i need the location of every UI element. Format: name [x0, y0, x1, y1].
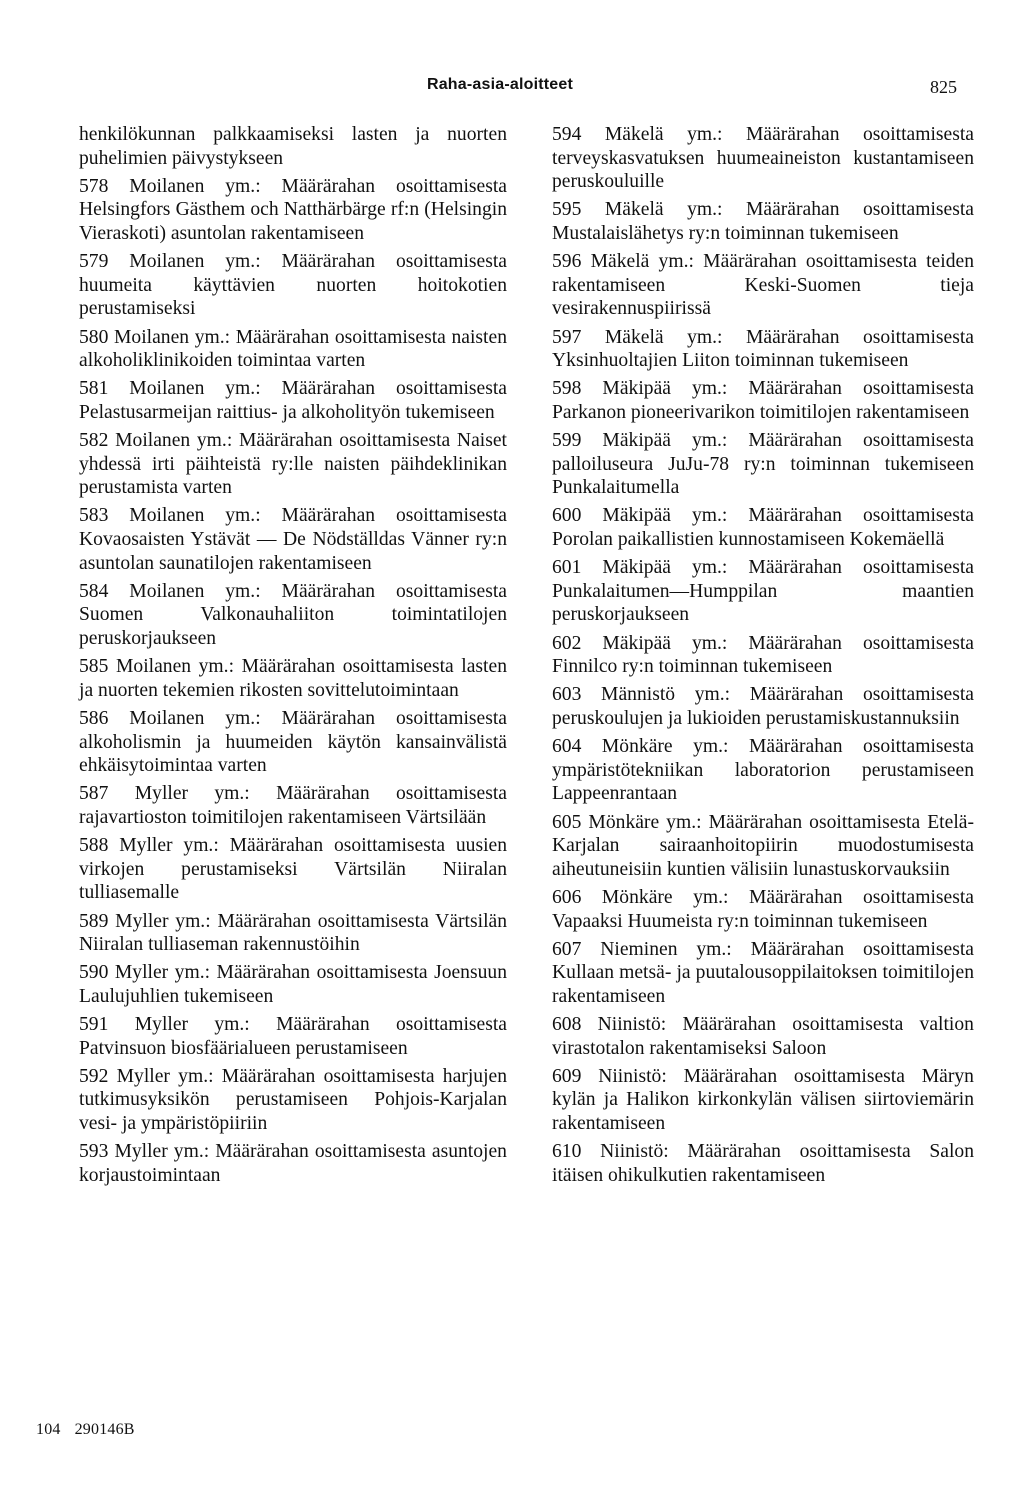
sheet-number: 104 [36, 1421, 61, 1438]
entry-text: Määrärahan osoittamisesta Märyn kylän ja Halikon kirkonkylän välisen siirtoviemärin rakentamiseen [552, 1065, 974, 1135]
entry-text: Määrärahan osoittamisesta palloiluseura JuJu-78 ry:n toiminnan tukemiseen Punkalaitumella [552, 430, 974, 499]
entry [552, 326, 974, 373]
entry-number: 592 [79, 1065, 109, 1087]
entry-author: Mönkäre ym.: [601, 886, 729, 908]
entry [79, 175, 507, 246]
entry-number: 598 [552, 378, 582, 400]
right-entry-list [552, 123, 974, 1187]
page-number: 825 [930, 77, 957, 97]
entry [552, 938, 974, 1009]
page-header [0, 76, 1024, 106]
entry-author: Mäkelä ym.: [604, 199, 723, 221]
entry-text: Määrärahan osoittamisesta rajavartioston toimitilojen rakentamiseen Värtsilään [79, 783, 507, 828]
entry-author: Mäkelä ym.: [604, 124, 723, 145]
footer [36, 1421, 149, 1439]
entry-number: 585 [79, 656, 109, 678]
entry-text: Määrärahan osoittamisesta teiden rakentamiseen Keski-Suomen tieja vesirakennuspiirissä [552, 251, 974, 320]
entry-text: Määrärahan osoittamisesta Pelastusarmeijan raittius- ja alkoholityön tukemiseen [79, 378, 508, 423]
entry-author: Niinistö: [597, 1014, 667, 1036]
entry-number: 603 [552, 684, 582, 706]
entry-author: Moilanen ym.: [129, 708, 261, 729]
entry-author: Myller ym.: [114, 1141, 210, 1163]
entry-text: Määrärahan osoittamisesta Naiset yhdessä irti päihteistä ry:lle naisten päihdeklinikan perustamista varten [79, 430, 507, 499]
entry [79, 429, 507, 500]
entry-number: 581 [79, 378, 109, 400]
entry-text: Määrärahan osoittamisesta valtion virastotalon rakentamiseksi Saloon [552, 1014, 974, 1059]
entry-number: 579 [79, 251, 109, 273]
entry [552, 683, 974, 730]
entry-number: 580 [79, 326, 109, 348]
entry [79, 655, 507, 702]
entry-author: Moilanen ym.: [129, 175, 261, 197]
entry-text: Määrärahan osoittamisesta alkoholismin ja huumeiden käytön kansainvälistä ehkäisytoimintaa varten [79, 708, 508, 777]
entry-author: Myller ym.: [134, 1014, 250, 1036]
entry [552, 811, 974, 882]
entry-author: Moilanen ym.: [129, 580, 261, 602]
entry [552, 556, 974, 627]
entry-text: Määrärahan osoittamisesta Yksinhuoltajien Liiton toiminnan tukemiseen [552, 326, 975, 372]
entry [552, 886, 974, 933]
entry-number: 587 [79, 783, 109, 805]
entry-text: Määrärahan osoittamisesta Joensuun Laulujuhlien tukemiseen [79, 962, 507, 1007]
entry [552, 1140, 974, 1187]
entry-number: 589 [79, 910, 109, 932]
entry-author: Myller ym.: [116, 1065, 214, 1087]
entry-text: Määrärahan osoittamisesta Vapaaksi Huumeista ry:n toiminnan tukemiseen [552, 886, 974, 932]
entry-text: Määrärahan osoittamisesta huumeita käyttävien nuorten hoitokotien perustamiseksi [79, 251, 508, 320]
entry [79, 782, 507, 829]
entry-number: 584 [79, 580, 109, 602]
entry [552, 735, 974, 806]
entry-author: Moilanen ym.: [129, 251, 261, 273]
right-column [552, 123, 974, 1192]
entry-number: 594 [552, 124, 582, 145]
entry [552, 1065, 974, 1136]
entry-text: Määrärahan osoittamisesta peruskoulujen ja lukioiden perustamiskustannuksiin [552, 684, 974, 729]
entry-number: 602 [552, 632, 582, 654]
entry-author: Mönkäre ym.: [601, 736, 729, 758]
entry [79, 707, 507, 778]
entry-text: Määrärahan osoittamisesta Suomen Valkonauhaliiton toimintatilojen peruskorjaukseen [79, 580, 508, 650]
entry [79, 1065, 507, 1136]
entry [552, 123, 974, 194]
entry [552, 1013, 974, 1060]
entry [79, 1140, 507, 1187]
entry-text: Määrärahan osoittamisesta Mustalaislähetys ry:n toiminnan tukemiseen [552, 199, 975, 244]
entry-number: 604 [552, 736, 582, 758]
entry [79, 326, 507, 373]
entry-text: Määrärahan osoittamisesta Porolan paikallistien kunnostamiseen Kokemäellä [552, 505, 974, 551]
entry-number: 593 [79, 1141, 109, 1163]
left-entry-list [79, 175, 507, 1188]
entry [552, 198, 974, 245]
entry [79, 1013, 507, 1060]
entry-text: Määrärahan osoittamisesta naisten alkoholiklinikoiden toimintaa varten [79, 326, 507, 372]
entry [79, 377, 507, 424]
entry [79, 504, 507, 575]
entry [552, 377, 974, 424]
entry-author: Myller ym.: [119, 835, 219, 857]
entry-text: Määrärahan osoittamisesta Parkanon pioneerivarikon toimitilojen rakentamiseen [552, 378, 974, 423]
entry [552, 250, 974, 321]
entry-author: Moilanen ym.: [115, 656, 235, 678]
entry-number: 609 [552, 1065, 582, 1087]
entry-number: 605 [552, 811, 582, 833]
entry-number: 582 [79, 430, 109, 452]
left-column [79, 123, 507, 1192]
entry-text: Määrärahan osoittamisesta Salon itäisen ohikulkutien rakentamiseen [552, 1141, 974, 1186]
entry-author: Mäkipää ym.: [602, 557, 728, 579]
entry-text: Määrärahan osoittamisesta Helsingfors Gästhem och Natthärbärge rf:n (Helsingin Vieraskoti) asuntolan rakentamiseen [79, 175, 508, 244]
entry-number: 606 [552, 886, 582, 908]
entry-number: 608 [552, 1014, 582, 1036]
entry-number: 591 [79, 1014, 109, 1036]
entry-number: 600 [552, 505, 582, 527]
entry-text: Määrärahan osoittamisesta Patvinsuon biosfäärialueen perustamiseen [79, 1014, 507, 1059]
entry [79, 580, 507, 651]
entry-text: Määrärahan osoittamisesta ympäristötekniikan laboratorion perustamiseen Lappeenrantaan [552, 736, 974, 805]
entry-text: Määrärahan osoittamisesta Värtsilän Niiralan tulliaseman rakennustöihin [79, 910, 508, 956]
entry-author: Moilanen ym.: [114, 326, 231, 348]
entry-author: Mäkipää ym.: [602, 378, 728, 400]
entry [79, 910, 507, 957]
continued-entry-text: henkilökunnan palkkaamiseksi lasten ja nuorten puhelimien päivystykseen [79, 124, 507, 169]
entry [552, 632, 974, 679]
entry-text: Määrärahan osoittamisesta asuntojen korjaustoimintaan [79, 1141, 507, 1186]
entry-author: Moilanen ym.: [129, 378, 261, 400]
running-head: Raha-asia-aloitteet [426, 76, 574, 93]
entry [552, 429, 974, 500]
entry-text: Määrärahan osoittamisesta uusien virkojen perustamiseksi Värtsilän Niiralan tulliasemalle [79, 835, 508, 904]
entry-author: Myller ym.: [115, 910, 211, 932]
entry-author: Myller ym.: [134, 783, 250, 805]
entry-author: Männistö ym.: [601, 684, 731, 706]
entry-author: Moilanen ym.: [129, 505, 261, 527]
entry-author: Moilanen ym.: [115, 430, 233, 452]
entry-author: Mäkelä ym.: [590, 251, 694, 273]
entry-author: Mäkipää ym.: [602, 632, 728, 654]
entry-author: Niinistö: [598, 1065, 667, 1087]
entry-number: 596 [552, 251, 582, 273]
entry [552, 504, 974, 551]
entry-text: Määrärahan osoittamisesta harjujen tutkimusyksikön perustamiseen Pohjois-Karjalan vesi- ja ympäristöpiiriin [79, 1065, 508, 1135]
entry-number: 597 [552, 326, 582, 348]
entry-text: Määrärahan osoittamisesta Kullaan metsä- ja puutalousoppilaitoksen toimitilojen rakentamiseen [552, 938, 974, 1007]
entry-author: Nieminen ym.: [600, 938, 732, 960]
entry-number: 607 [552, 938, 582, 960]
entry-number: 601 [552, 557, 582, 579]
entry-author: Niinistö: [600, 1141, 669, 1163]
entry-number: 586 [79, 708, 109, 729]
entry-author: Mäkipää ym.: [602, 430, 728, 452]
entry-number: 599 [552, 430, 582, 452]
entry [79, 961, 507, 1008]
entry-number: 588 [79, 835, 109, 857]
entry [79, 250, 507, 321]
entry-number: 595 [552, 199, 582, 221]
entry-text: Määrärahan osoittamisesta Finnilco ry:n toiminnan tukemiseen [552, 632, 974, 678]
entry-text: Määrärahan osoittamisesta terveyskasvatuksen huumeaineiston kustantamiseen peruskouluille [552, 124, 975, 193]
entry-number: 590 [79, 962, 109, 984]
entry-text: Määrärahan osoittamisesta Punkalaitumen—Humppilan maantien peruskorjaukseen [552, 557, 974, 626]
entry-number: 583 [79, 505, 109, 527]
entry-text: Määrärahan osoittamisesta lasten ja nuorten tekemien rikosten sovittelutoimintaan [79, 656, 507, 701]
entry-author: Myller ym.: [114, 962, 211, 984]
entry-author: Mäkelä ym.: [604, 326, 723, 348]
print-code: 290146B [74, 1421, 135, 1438]
entry-author: Mäkipää ym.: [602, 505, 728, 527]
entry [79, 834, 507, 905]
entry-author: Mönkäre ym.: [588, 811, 702, 833]
entry-number: 578 [79, 175, 109, 197]
entry-number: 610 [552, 1141, 582, 1163]
entry-text: Määrärahan osoittamisesta Etelä-Karjalan sairaanhoitopiirin muodostumisesta aiheutuneisiin kuntien välisiin lunastuskorvauksiin [552, 811, 974, 880]
entry-text: Määrärahan osoittamisesta Kovaosaisten Ystävät — De Nödställdas Vänner ry:n asuntolan saunatilojen rakentamiseen [79, 505, 508, 574]
